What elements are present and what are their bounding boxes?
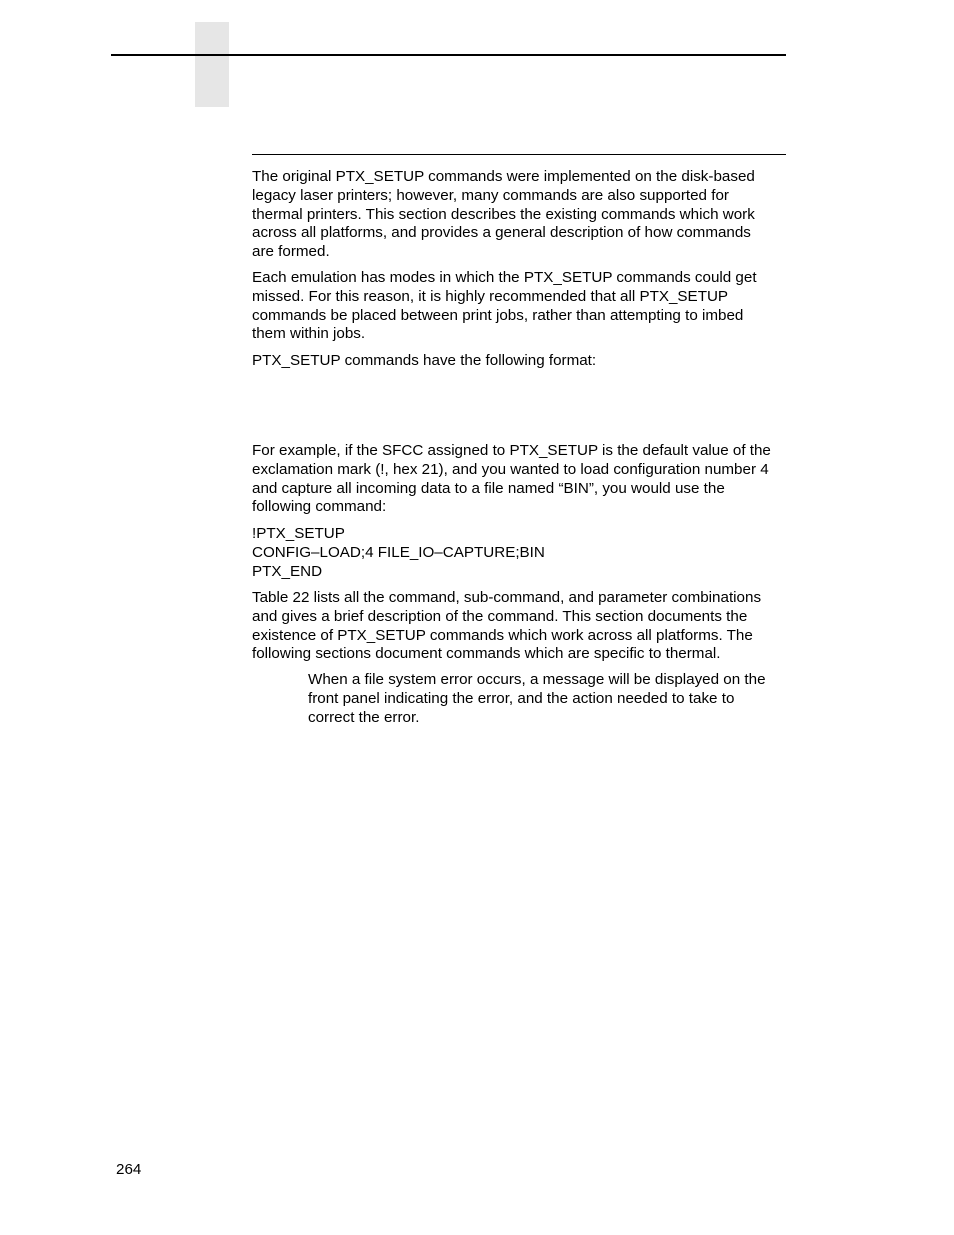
command-example [252, 525, 786, 581]
table-reference-paragraph [252, 589, 786, 664]
text-line: For example, if the SFCC assigned to PTX_SETUP is the default value of the [252, 442, 771, 459]
text-line: following command: [252, 498, 387, 516]
text-line: The original PTX_SETUP commands were implemented on the disk-based [252, 168, 755, 185]
format-paragraph [252, 352, 786, 371]
text-line: and gives a brief description of the command. This section documents the [252, 607, 748, 625]
text-line: Table 22 lists all the command, sub-command, and parameter combinations [252, 589, 762, 606]
chapter-tab [195, 22, 229, 107]
text-line: correct the error. [308, 708, 420, 726]
code-line: CONFIG–LOAD;4 FILE_IO–CAPTURE;BIN [252, 543, 545, 561]
text-line: and capture all incoming data to a file named “BIN”, you would use the [252, 479, 725, 497]
section-rule [252, 154, 786, 155]
example-paragraph [252, 442, 786, 517]
page-number: 264 [116, 1161, 142, 1178]
text-line: front panel indicating the error, and the action needed to take to [308, 689, 735, 707]
note-paragraph [308, 671, 786, 727]
text-line: thermal printers. This section describes the existing commands which work [252, 205, 755, 223]
text-line: commands be placed between print jobs, rather than attempting to imbed [252, 306, 744, 324]
code-line: PTX_END [252, 562, 323, 580]
code-line: !PTX_SETUP [252, 525, 345, 542]
text-line: Each emulation has modes in which the PTX_SETUP commands could get [252, 269, 757, 286]
text-line: missed. For this reason, it is highly recommended that all PTX_SETUP [252, 287, 729, 305]
text-line: following sections document commands which are specific to thermal. [252, 645, 721, 663]
intro-paragraph [252, 168, 786, 262]
text-line: them within jobs. [252, 325, 366, 343]
text-line: PTX_SETUP commands have the following format: [252, 352, 597, 369]
emulation-modes-paragraph [252, 269, 786, 344]
text-line: across all platforms, and provides a general description of how commands [252, 224, 751, 242]
text-line: existence of PTX_SETUP commands which work across all platforms. The [252, 626, 753, 644]
text-line: When a file system error occurs, a message will be displayed on the [308, 671, 766, 688]
text-line: exclamation mark (!, hex 21), and you wanted to load configuration number 4 [252, 460, 769, 478]
header-rule [111, 54, 786, 56]
text-line: are formed. [252, 243, 330, 261]
text-line: legacy laser printers; however, many commands are also supported for [252, 186, 729, 204]
